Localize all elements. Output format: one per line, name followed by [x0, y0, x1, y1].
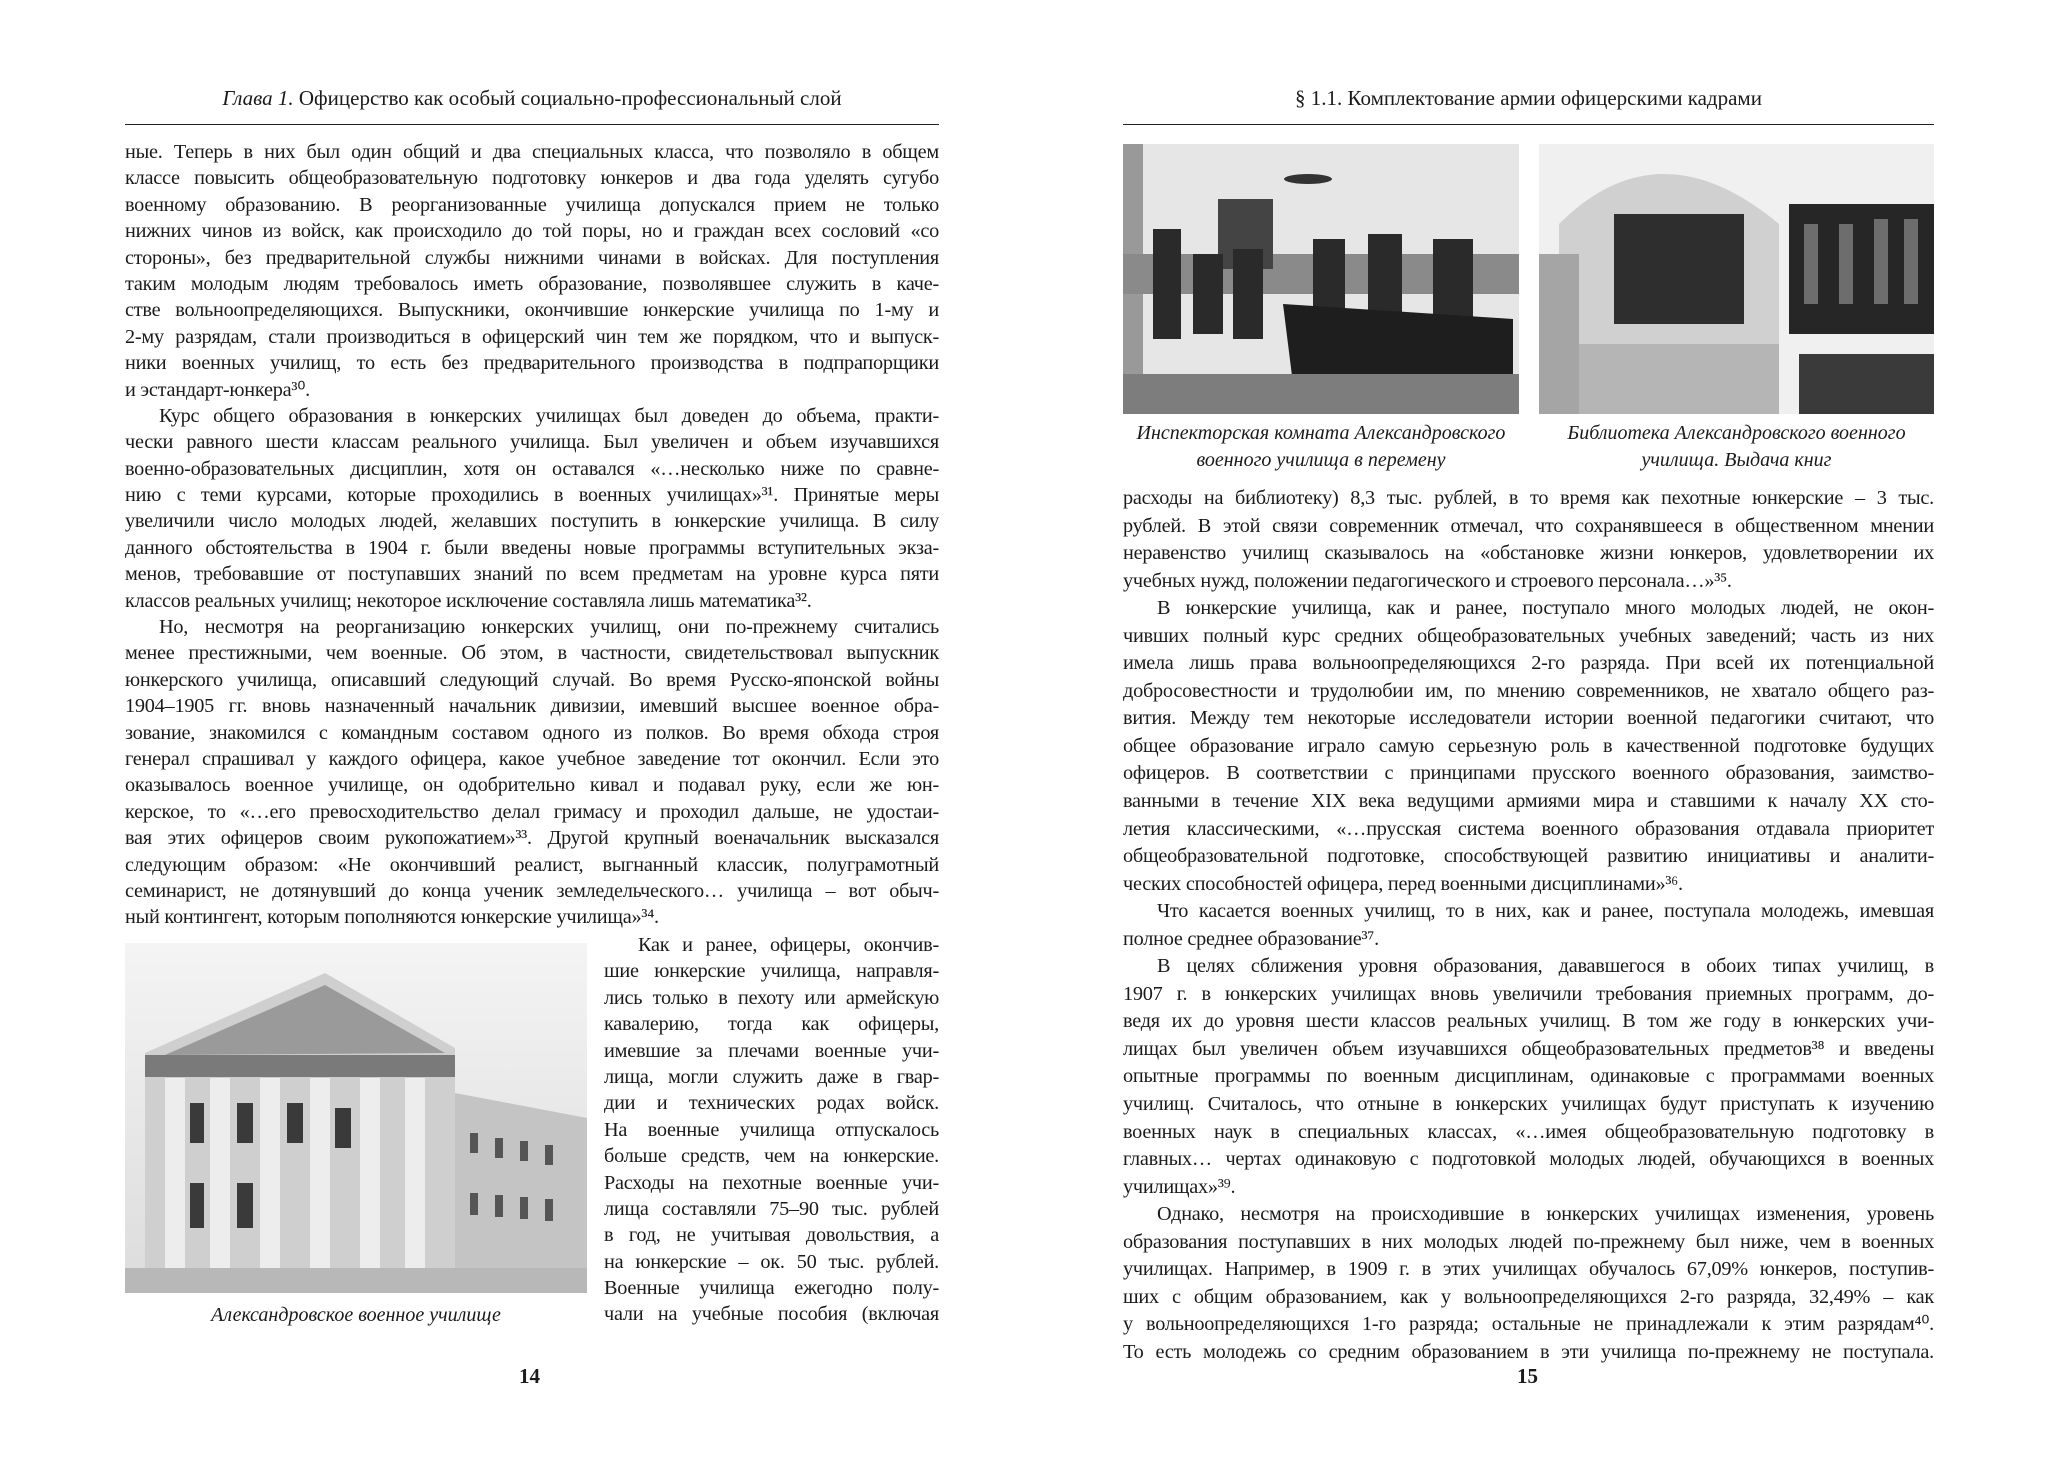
- text-line: шие юнкерские училища, направля-: [604, 960, 939, 983]
- text-line: учебных нужд, положении педагогического и строевого персонала…»³⁵.: [1123, 569, 1732, 592]
- chapter-title: Офицерство как особый социально-профессиональный слой: [293, 86, 842, 110]
- text-line: лищах был увеличен объем изучавшихся общеобразовательных предметов³⁸ и введены: [1123, 1037, 1934, 1060]
- text-line: чали на учебные пособия (включая: [604, 1303, 939, 1326]
- right-page-number: 15: [1517, 1364, 1538, 1388]
- text-line: менее престижными, чем военные. Об этом, в частности, свидетельствовал выпускник: [125, 642, 939, 665]
- text-line: общее образование играло самую серьезную роль в качественной подготовке будущих: [1123, 734, 1934, 757]
- text-line: общеобразовательной подготовке, способствующей развитию инициативы и аналити-: [1123, 845, 1934, 868]
- text-line: оказывалось военное училище, он одобрительно кивал и подавал руку, если же юн-: [125, 774, 939, 797]
- text-line: То есть молодежь со средним образованием в эти училища по-прежнему не поступала.: [1123, 1340, 1934, 1363]
- text-line: в год, не учитывая довольствия, а: [604, 1224, 939, 1247]
- text-line: юнкерского училища, описавший следующий случай. Во время Русско-японской войны: [125, 668, 939, 691]
- text-line: дии и технических родах войск.: [604, 1092, 939, 1115]
- text-line: Расходы на пехотные военные учи-: [604, 1171, 939, 1194]
- text-line: керское, то «…его превосходительство делал гримасу и проходил дальше, не удостаи-: [125, 800, 939, 823]
- text-line: офицеров. В соответствии с принципами прусского военного образования, заимство-: [1123, 762, 1934, 785]
- building-photo: [125, 943, 587, 1293]
- text-line: 1907 г. в юнкерских училищах вновь увеличили требования приемных программ, до-: [1123, 982, 1934, 1005]
- text-line: таким молодым людям требовалось иметь образование, позволявшее служить в каче-: [125, 272, 939, 295]
- text-line: кавалерию, тогда как офицеры,: [604, 1013, 939, 1036]
- text-line: Что касается военных училищ, то в них, как и ранее, поступала молодежь, имевшая: [1157, 900, 1934, 923]
- text-line: вития. Между тем некоторые исследователи истории военной педагогики считают, что: [1123, 707, 1934, 730]
- left-wrap-text: [604, 932, 939, 1328]
- text-line: Однако, несмотря на происходившие в юнкерских училищах изменения, уровень: [1157, 1203, 1934, 1226]
- text-line: Но, несмотря на реорганизацию юнкерских училищ, они по-прежнему считались: [159, 616, 939, 639]
- text-line: менов, требовавшие от поступавших знаний по всем предметам на уровне курса пяти: [125, 563, 939, 586]
- text-line: классов реальных училищ; некоторое исключение составляла лишь математика³².: [125, 589, 812, 612]
- library-photo: [1539, 144, 1934, 414]
- paragraph: [1123, 953, 1934, 1201]
- text-line: увеличили число молодых людей, желавших поступить в юнкерские училища. В силу: [125, 510, 939, 533]
- caption-line: училища. Выдача книг: [1641, 449, 1832, 471]
- text-line: военно-образовательных дисциплин, хотя он оставался «…несколько ниже по сравне-: [125, 457, 939, 480]
- inspector-room-caption: [1115, 420, 1527, 474]
- text-line: и эстандарт-юнкера³⁰.: [125, 378, 310, 401]
- text-line: стороны», без предварительной службы нижними чинами в войсках. Для поступления: [125, 246, 939, 269]
- paragraph: [125, 139, 939, 403]
- text-line: училищах»³⁹.: [1123, 1175, 1236, 1198]
- text-line: добросовестности и трудолюбии им, по мнению современников, не хватало общего раз-: [1123, 679, 1934, 702]
- text-line: нию с теми курсами, которые проходились в военных училищах»³¹. Принятые меры: [125, 484, 939, 507]
- paragraph: [1123, 898, 1934, 953]
- paragraph: [125, 403, 939, 614]
- text-line: лища, могли служить даже в гвар-: [604, 1065, 939, 1088]
- text-line: рублей. В этой связи современник отмечал, что сохранявшееся в общественном мнении: [1123, 514, 1934, 537]
- text-line: образования поступавших в них молодых людей по-прежнему был ниже, чем в военных: [1123, 1230, 1934, 1253]
- library-caption: [1534, 420, 1939, 474]
- text-line: стве вольноопределяющихся. Выпускники, окончившие юнкерские училища по 1-му и: [125, 299, 939, 322]
- text-line: лись только в пехоту или армейскую: [604, 986, 939, 1009]
- text-line: семинарист, не дотянувший до конца ученик земледельческого… училища – вот обыч-: [125, 879, 939, 902]
- text-line: Военные училища ежегодно полу-: [604, 1277, 939, 1300]
- text-line: военному образованию. В реорганизованные училища допускался прием не только: [125, 193, 939, 216]
- text-line: военных наук в специальных классах, «…имея общеобразовательную подготовку в: [1123, 1120, 1934, 1143]
- text-line: чески равного шести классам реального училища. Был увеличен и объем изучавшихся: [125, 431, 939, 454]
- paragraph: [604, 932, 939, 1328]
- text-line: генерал спрашивал у каждого офицера, какое учебное заведение тот окончил. Если это: [125, 747, 939, 770]
- paragraph: [1123, 1201, 1934, 1366]
- text-line: ванными в течение XIX века ведущими армиями мира и ставшими к началу XX сто-: [1123, 790, 1934, 813]
- text-line: лища составляли 75–90 тыс. рублей: [604, 1197, 939, 1220]
- text-line: Как и ранее, офицеры, окончив-: [638, 934, 939, 956]
- right-running-header: § 1.1. Комплектование армии офицерскими кадрами: [1295, 86, 1762, 110]
- caption-line: Библиотека Александровского военного: [1567, 422, 1906, 444]
- left-running-header: [125, 86, 939, 111]
- text-line: полное среднее образование³⁷.: [1123, 927, 1379, 950]
- text-line: ческих способностей офицера, перед военными дисциплинами»³⁶.: [1123, 872, 1683, 895]
- right-main-text: [1123, 485, 1934, 1367]
- text-line: 2-му разрядам, стали производиться в офицерский чин тем же порядком, что и выпуск-: [125, 325, 939, 348]
- text-line: зование, знакомился с командным составом одного из полков. Во время обхода строя: [125, 721, 939, 744]
- text-line: ный контингент, которым пополняются юнкерские училища»³⁴.: [125, 906, 659, 929]
- text-line: неравенство училищ сказывалось на «обстановке жизни юнкеров, удовлетворении их: [1123, 542, 1934, 565]
- text-line: имела лишь права вольноопределяющихся 2-го разряда. При всей их потенциальной: [1123, 652, 1934, 675]
- text-line: на юнкерские – ок. 50 тыс. рублей.: [604, 1250, 939, 1273]
- text-line: ведя их до уровня шести классов реальных училищ. В том же году в юнкерских учи-: [1123, 1010, 1934, 1033]
- text-line: На военные училища отпускалось: [604, 1118, 939, 1141]
- text-line: В юнкерские училища, как и ранее, поступало много молодых людей, не окон-: [1157, 597, 1934, 620]
- paragraph: [125, 614, 939, 931]
- text-line: следующим образом: «Не окончивший реалист, выгнанный классик, полуграмотный: [125, 853, 939, 876]
- chapter-label: Глава 1.: [222, 86, 294, 110]
- right-header-rule: [1123, 124, 1934, 125]
- building-photo-caption: Александровское военное училище: [211, 1304, 501, 1326]
- text-line: ники военных училищ, то есть без предварительного производства в подпрапорщики: [125, 352, 939, 375]
- text-line: у вольноопределяющихся 1-го разряда; остальные не принадлежали к этим разрядам⁴⁰.: [1123, 1313, 1934, 1336]
- text-line: данного обстоятельства в 1904 г. были введены новые программы вступительных экза-: [125, 536, 939, 559]
- left-page-number: 14: [519, 1364, 540, 1388]
- text-line: В целях сближения уровня образования, дававшегося в обоих типах училищ, в: [1157, 955, 1934, 978]
- text-line: училищах. Например, в 1909 г. в этих училищах обучалось 67,09% юнкеров, поступив-: [1123, 1258, 1934, 1281]
- text-line: чивших полный курс средних общеобразовательных учебных заведений; часть из них: [1123, 624, 1934, 647]
- inspector-room-photo: [1123, 144, 1519, 414]
- caption-line: Инспекторская комната Александровского: [1136, 422, 1506, 444]
- text-line: нижних чинов из войск, как происходило до той поры, но и граждан всех сословий «со: [125, 220, 939, 243]
- text-line: расходы на библиотеку) 8,3 тыс. рублей, в то время как пехотные юнкерские – 3 тыс.: [1123, 487, 1934, 509]
- left-main-text: [125, 139, 939, 931]
- text-line: классе повысить общеобразовательную подготовку юнкеров и два года уделять сугубо: [125, 167, 939, 190]
- text-line: главных… чертах одинаковую с подготовкой молодых людей, обучающихся в военных: [1123, 1148, 1934, 1171]
- paragraph: [1123, 485, 1934, 595]
- text-line: опытные программы по военным дисциплинам, одинаковые с программами военных: [1123, 1065, 1934, 1088]
- text-line: вая этих офицеров своим рукопожатием»³³. Другой крупный военачальник высказался: [125, 827, 939, 850]
- text-line: больше средств, чем на юнкерские.: [604, 1145, 939, 1168]
- text-line: училищ. Считалось, что отныне в юнкерских училищах будут приступать к изучению: [1123, 1093, 1934, 1116]
- caption-line: военного училища в перемену: [1196, 449, 1446, 471]
- text-line: ные. Теперь в них был один общий и два специальных класса, что позволяло в общем: [125, 141, 939, 163]
- paragraph: [1123, 595, 1934, 898]
- text-line: ших с общим образованием, как у вольноопределяющихся 2-го разряда, 32,49% – как: [1123, 1285, 1934, 1308]
- text-line: летия классическими, «…прусская система военного образования отдавала приоритет: [1123, 817, 1934, 840]
- text-line: 1904–1905 гг. вновь назначенный начальник дивизии, имевший высшее военное обра-: [125, 695, 939, 718]
- left-header-rule: [125, 124, 939, 125]
- text-line: Курс общего образования в юнкерских училищах был доведен до объема, практи-: [159, 404, 939, 427]
- text-line: имевшие за плечами военные учи-: [604, 1039, 939, 1062]
